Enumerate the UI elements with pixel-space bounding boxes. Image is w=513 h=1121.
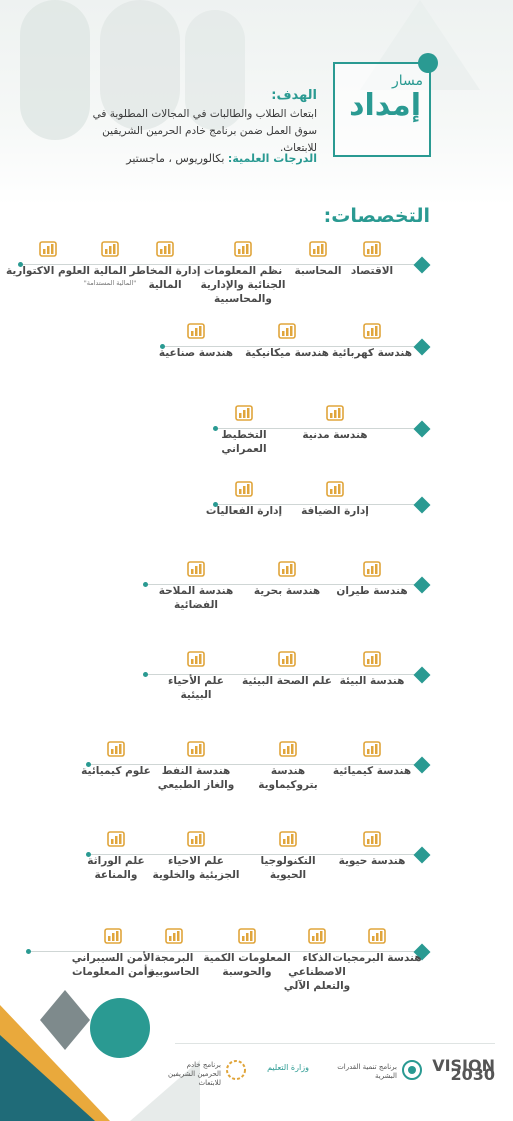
hospitality-icon [324,478,346,500]
degree-value: بكالوريوس ، ماجستير [126,152,225,165]
specialization-row [0,238,513,318]
ai-icon [306,925,328,947]
calculator-icon [307,238,329,260]
track-dot-icon [418,53,438,73]
specialization-label: الأمن السيبراني وأمن المعلومات [71,952,155,978]
gear-icon [276,320,298,342]
scholarship-logo: برنامج خادم الحرمين الشريفين للابتعاث [165,1055,247,1089]
specialization-label: هندسة مدنية [302,429,368,441]
specialization-label: هندسة حيوية [338,855,406,867]
civil-icon [324,402,346,424]
specialization-label: العلوم الاكتوارية [5,265,91,277]
specialization-label: علم الاحياء الجزيئية والخلوية [152,855,240,881]
risk-icon [154,238,176,260]
specialization-item [151,738,241,792]
row-end-dot [143,582,148,587]
footer-divider [175,1043,495,1044]
goal-title: الهدف: [271,88,317,103]
specialization-item [151,558,241,612]
specialization-label: علوم كيميائية [81,765,151,777]
specialization-label: إدارة الفعاليات [205,505,283,517]
specialization-item [243,828,333,882]
hcdp-logo: برنامج تنمية القدرات البشرية [333,1055,423,1089]
chart-icon [361,238,383,260]
specialization-item [290,478,380,518]
specialization-item [242,320,332,360]
specialization-label: إدارة المخاطر المالية [129,265,201,291]
scholarship-emblem-icon [225,1059,247,1081]
flask-icon [105,738,127,760]
specialization-label: هندسة صناعية [158,347,234,359]
specialization-label: التكنولوجيا الحيوية [260,855,316,881]
specialization-label: هندسة النفط والغاز الطبيعي [157,765,235,791]
ship-icon [276,558,298,580]
plane-icon [361,558,383,580]
leaf-icon [276,648,298,670]
specialization-item [199,478,289,518]
track-name: إمداد [349,88,421,123]
specialization-label: هندسة بحرية [253,585,321,597]
specialization-item [242,648,332,688]
specialization-label: هندسة ميكانيكية [245,347,329,359]
specialization-label: الاقتصاد [350,265,394,277]
rocket-icon [185,558,207,580]
row-end-dot [26,949,31,954]
specialization-label: علم الصحة البيئية [242,675,332,687]
specialization-item [199,402,289,456]
specialization-item [327,320,417,360]
bio-env-icon [185,648,207,670]
city-icon [233,402,255,424]
security-icon [102,925,124,947]
electric-icon [361,320,383,342]
code-icon [163,925,185,947]
specialization-label: المالية [93,265,127,277]
specialization-label: التخطيط العمراني [221,429,267,455]
specialization-sublabel: "المالية المستدامة" [83,279,137,287]
specialization-item [327,558,417,598]
specialization-item [71,828,161,882]
specialization-label: هندسة كيميائية [332,765,412,777]
specialization-item [243,738,333,792]
hero-banner [0,0,513,205]
specialization-item [151,320,241,360]
specialization-item [198,238,288,306]
bio-eng-icon [361,828,383,850]
specialization-label: هندسة بتروكيماوية [258,765,318,791]
oil-icon [185,738,207,760]
specialization-row [0,648,513,728]
specialization-item [327,738,417,778]
specialization-row [0,402,513,482]
info-system-icon [232,238,254,260]
finance-icon [99,238,121,260]
specialization-row [0,738,513,818]
specialization-label: هندسة طيران [336,585,408,597]
specialization-label: هندسة كهربائية [331,347,413,359]
dna-icon [105,828,127,850]
row-end-dot [143,672,148,677]
petrochem-icon [277,738,299,760]
hero-photo-person [20,0,90,140]
section-title: التخصصات: [323,205,430,227]
specialization-label: المعلومات الكمية والحوسبة [203,952,291,978]
moe-logo: وزارة التعليم [267,1063,309,1072]
specialization-item [3,238,93,278]
specialization-label: الذكاء الاصطناعي والتعلم الآلي [283,952,351,992]
specialization-label: البرمجة الحاسوبية [148,952,200,978]
specialization-label: هندسة الملاحة الفضائية [158,585,234,611]
quantum-icon [236,925,258,947]
factory-icon [185,320,207,342]
chem-eng-icon [361,738,383,760]
specialization-item [327,648,417,688]
biotech-icon [277,828,299,850]
footer-logos [165,1055,495,1095]
goal-text: ابتعاث الطلاب والطالبات في المجالات المطلوبة في سوق العمل ضمن برنامج خادم الحرمين الشريفين للابتعاث. [92,108,317,154]
specialization-item [151,828,241,882]
actuarial-icon [37,238,59,260]
track-label: مسار [391,73,423,89]
specialization-row [0,828,513,908]
specialization-label: علم الوراثة والمناعة [87,855,145,881]
software-icon [366,925,388,947]
specialization-item [151,648,241,702]
specialization-row [0,558,513,638]
row-diamond-icon [414,421,431,438]
specialization-item [68,925,158,979]
environment-icon [361,648,383,670]
specialization-label: هندسة البرمجيات [332,952,422,964]
events-icon [233,478,255,500]
vision-2030-logo: VISION 2030 [432,1056,495,1084]
specialization-item [327,828,417,868]
degree-line [126,152,317,165]
specialization-label: إدارة الضيافة [301,505,369,517]
specialization-item [290,402,380,442]
specialization-item [242,558,332,598]
specialization-row [0,320,513,400]
specialization-label: علم الأحياء البيئية [168,675,224,701]
specialization-row [0,478,513,558]
specialization-item [71,738,161,778]
degree-label: الدرجات العلمية: [227,152,317,165]
specialization-label: المحاسبة [294,265,342,277]
hcdp-emblem-icon [401,1059,423,1081]
row-diamond-icon [414,497,431,514]
specialization-label: هندسة البيئة [339,675,405,687]
specialization-label: نظم المعلومات الجنائية والإدارية والمحاسبية [200,265,286,305]
cell-icon [185,828,207,850]
